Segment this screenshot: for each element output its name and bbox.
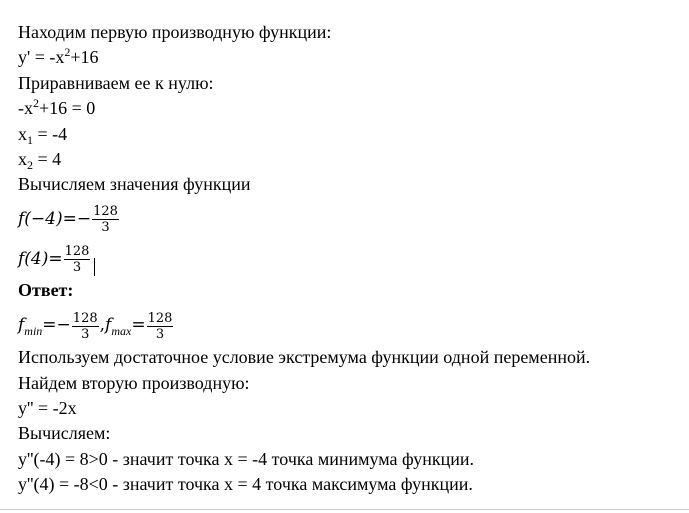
root-x2 [18,147,683,172]
exponent: 2 [33,96,39,111]
min-subscript: min [24,324,43,339]
answer-label-text: Ответ: [18,279,74,300]
numerator: 128 [147,310,173,326]
function-value-f-4 [18,238,683,278]
denominator: 3 [155,326,165,342]
function-value-f-neg4 [18,198,683,238]
text-line: Вычисляем значения функции [18,174,251,195]
numerator: 128 [72,310,98,326]
root-x1 [18,122,683,147]
variable: x [18,148,27,169]
formula-part: y' = -x [18,47,65,68]
answer-formula [18,303,683,345]
fraction [92,204,119,235]
fraction [64,244,91,275]
numerator: 128 [64,244,90,260]
equation [18,96,683,121]
max-subscript: max [111,324,132,339]
subscript: 2 [27,157,33,172]
formula-part: +16 [70,47,99,68]
math-eq: = [131,315,146,336]
numerator: 128 [93,204,118,220]
fraction [147,311,174,342]
math-eq: =− [62,208,92,229]
f-max-symbol: f [105,315,112,336]
value: = -4 [33,123,68,144]
denominator: 3 [101,220,110,236]
variable: x [18,123,27,144]
denominator: 3 [72,260,82,276]
math-lhs: f(4) [18,248,49,269]
fraction [72,311,99,342]
maximum-check: y''(4) = -8<0 - значит точка x = 4 точка максимума функции. [18,474,473,495]
text-line: Используем достаточное условие экстремума функции одной переменной. [18,347,591,368]
answer-label [18,278,683,303]
bottom-divider [0,509,689,510]
value: = 4 [33,148,62,169]
minimum-check: y''(-4) = 8>0 - значит точка x = -4 точка минимума функции. [18,448,475,469]
math-eq: = [48,248,63,269]
math-lhs: f(−4) [18,208,63,229]
text-line: Найдем вторую производную: [18,372,250,393]
solution-text [18,20,683,497]
math-eq: =− [42,315,71,336]
formula-part: -x [18,98,33,119]
text-line: Находим первую производную функции: [18,22,332,42]
derivative-formula [18,45,683,70]
text-line: Вычисляем: [18,423,111,444]
f-min-symbol: f [18,315,25,336]
subscript: 1 [27,132,33,147]
text-cursor [94,258,95,276]
denominator: 3 [81,326,90,342]
separator: , [99,315,106,336]
text-line: Приравниваем ее к нулю: [18,72,214,93]
second-derivative: y'' = -2x [18,397,77,418]
exponent: 2 [64,45,71,60]
formula-part: +16 = 0 [39,98,96,119]
